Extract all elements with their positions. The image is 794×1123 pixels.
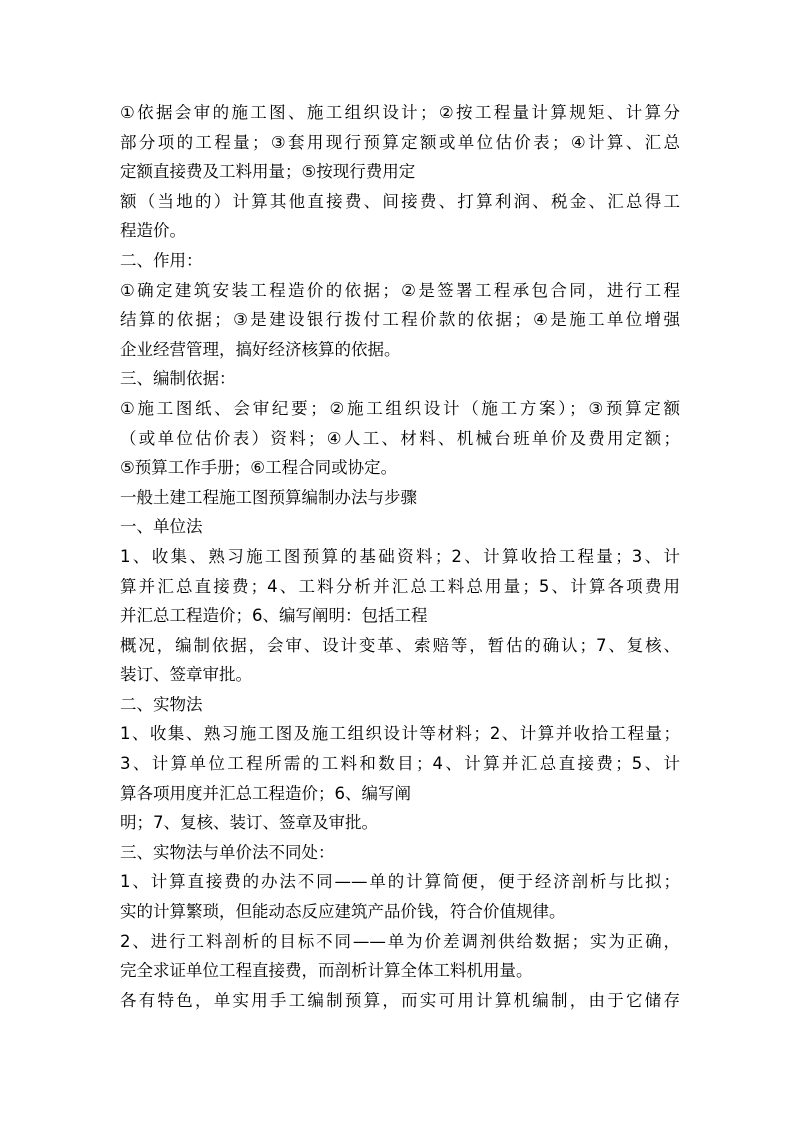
text-line: 定额直接费及工料用量；⑤按现行费用定: [120, 162, 416, 182]
text-line: （或单位估价表）资料；④人工、材料、机械台班单价及费用定额；: [120, 428, 680, 448]
section-heading: 二、作用：: [120, 250, 203, 270]
text-line: 3、计算单位工程所需的工料和数目；4、计算并汇总直接费；5、计: [120, 754, 680, 774]
text-line: 装订、签章审批。: [120, 665, 252, 685]
text-line: 1、计算直接费的办法不同——单的计算简便，便于经济剖析与比拟；: [120, 872, 680, 892]
text-line: 实的计算繁琐，但能动态反应建筑产品价钱，符合价值规律。: [120, 902, 566, 922]
section-heading: 三、编制依据：: [120, 369, 236, 389]
text-line: 结算的依据；③是建设银行拨付工程价款的依据；④是施工单位增强: [120, 310, 680, 330]
text-line: 2、进行工料剖析的目标不同——单为价差调剂供给数据；实为正确，: [120, 931, 680, 951]
text-line: 企业经营管理，搞好经济核算的依据。: [120, 339, 401, 359]
text-line: 程造价。: [120, 221, 186, 241]
text-line: 完全求证单位工程直接费，而剖析计算全体工料机用量。: [120, 961, 533, 981]
section-heading: 一般土建工程施工图预算编制办法与步骤: [120, 487, 417, 507]
text-line: ①确定建筑安装工程造价的依据；②是签署工程承包合同，进行工程: [120, 280, 680, 300]
text-line: 并汇总工程造价；6、编写阐明：包括工程: [120, 606, 428, 626]
document-page: [120, 98, 680, 1015]
section-heading: 三、实物法与单价法不同处：: [120, 842, 335, 862]
text-line: 1、收集、熟习施工图及施工组织设计等材料；2、计算并收拾工程量；: [120, 724, 680, 744]
text-line: 算并汇总直接费；4、工料分析并汇总工料总用量；5、计算各项费用: [120, 576, 680, 596]
section-heading: 二、实物法: [120, 694, 203, 714]
text-line: 明；7、复核、装订、签章及审批。: [120, 813, 378, 833]
text-line: ①依据会审的施工图、施工组织设计；②按工程量计算规矩、计算分: [120, 103, 680, 122]
text-line: 概况，编制依据，会审、设计变革、索赔等，暂估的确认；7、复核、: [120, 635, 680, 655]
text-line: 各有特色，单实用手工编制预算，而实可用计算机编制，由于它储存: [120, 990, 680, 1010]
text-line: ⑤预算工作手册；⑥工程合同或协定。: [120, 458, 398, 478]
text-line: 额（当地的）计算其他直接费、间接费、打算利润、税金、汇总得工: [120, 191, 680, 211]
text-line: 1、收集、熟习施工图预算的基础资料；2、计算收拾工程量；3、计: [120, 546, 680, 566]
text-line: ①施工图纸、会审纪要；②施工组织设计（施工方案）；③预算定额: [120, 398, 680, 418]
section-heading: 一、单位法: [120, 517, 203, 537]
text-line: 算各项用度并汇总工程造价；6、编写阐: [120, 783, 411, 803]
text-line: 部分项的工程量；③套用现行预算定额或单位估价表；④计算、汇总: [120, 132, 680, 152]
